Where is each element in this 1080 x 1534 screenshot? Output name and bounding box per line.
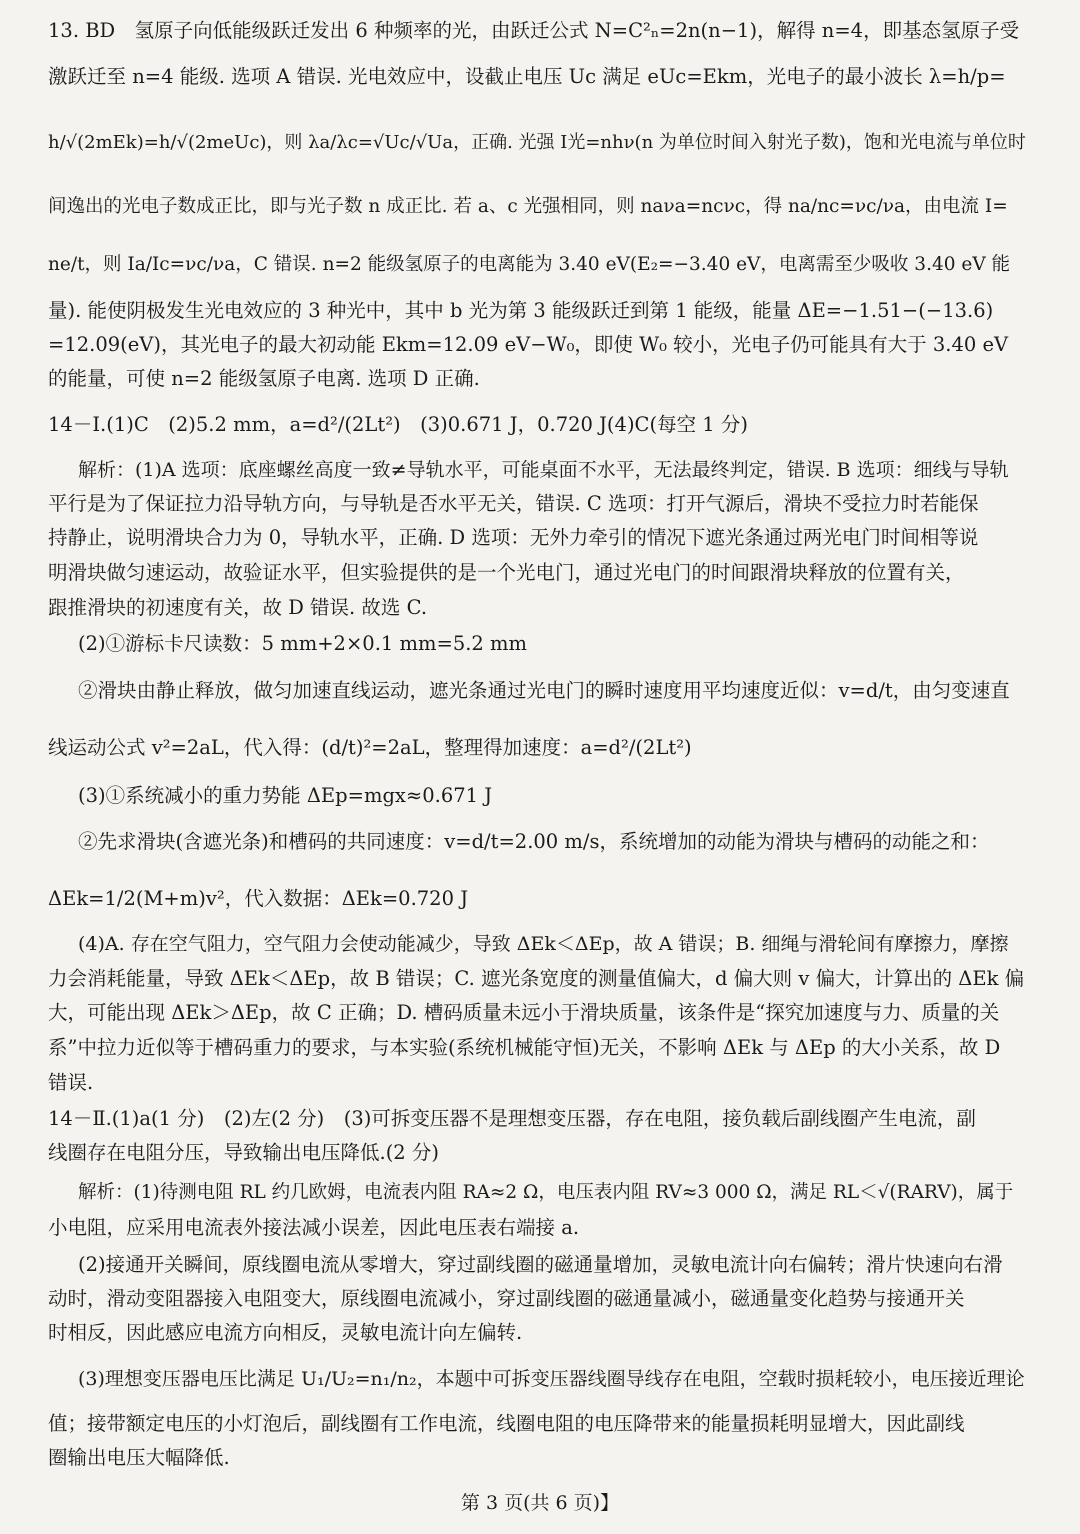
text-line: (2)接通开关瞬间，原线圈电流从零增大，穿过副线圈的磁通量增加，灵敏电流计向右偏转；滑片快速向右滑 bbox=[78, 1253, 1003, 1276]
text-line: 错误. bbox=[48, 1071, 94, 1094]
text-line: ne/t，则 Ia/Ic=νc/νa，C 错误. n=2 能级氢原子的电离能为 3.40 eV(E₂=−3.40 eV，电离需至少吸收 3.40 eV 能 bbox=[48, 254, 1011, 275]
text-line: 14－Ⅰ.(1)C (2)5.2 mm，a=d²/(2Lt²) (3)0.671 J，0.720 J(4)C(每空 1 分) bbox=[48, 413, 748, 436]
text-line: 小电阻，应采用电流表外接法减小误差，因此电压表右端接 a. bbox=[48, 1216, 580, 1239]
text-line: 动时，滑动变阻器接入电阻变大，原线圈电流减小，穿过副线圈的磁通量减小，磁通量变化趋势与接通开关 bbox=[48, 1287, 965, 1310]
text-line: (2)①游标卡尺读数：5 mm+2×0.1 mm=5.2 mm bbox=[78, 632, 528, 655]
text-line: 线圈存在电阻分压，导致输出电压降低.(2 分) bbox=[48, 1141, 440, 1164]
text-line: 解析：(1)A 选项：底座螺丝高度一致≠导轨水平，可能桌面不水平，无法最终判定，错误. B 选项：细线与导轨 bbox=[78, 459, 1009, 481]
text-line: 的能量，可使 n=2 能级氢原子电离. 选项 D 正确. bbox=[48, 367, 480, 390]
text-line: 14－Ⅱ.(1)a(1 分) (2)左(2 分) (3)可拆变压器不是理想变压器，存在电阻，接负载后副线圈产生电流，副 bbox=[48, 1107, 976, 1130]
text-line: 系”中拉力近似等于槽码重力的要求，与本实验(系统机械能守恒)无关，不影响 ΔEk 与 ΔEp 的大小关系，故 D bbox=[48, 1036, 1001, 1059]
text-line: 力会消耗能量，导致 ΔEk＜ΔEp，故 B 错误；C. 遮光条宽度的测量值偏大，d 偏大则 v 偏大，计算出的 ΔEk 偏 bbox=[48, 967, 1025, 990]
text-line: 圈输出电压大幅降低. bbox=[48, 1446, 230, 1469]
text-line: 解析：(1)待测电阻 RL 约几欧姆，电流表内阻 RA≈2 Ω，电压表内阻 RV≈3 000 Ω，满足 RL＜√(RARV)，属于 bbox=[78, 1182, 1014, 1203]
text-line: 值；接带额定电压的小灯泡后，副线圈有工作电流，线圈电阻的电压降带来的能量损耗明显增大，因此副线 bbox=[48, 1412, 965, 1435]
text-line: (3)①系统减小的重力势能 ΔEp=mgx≈0.671 J bbox=[78, 784, 493, 807]
text-line: 线运动公式 v²=2aL，代入得：(d/t)²=2aL，整理得加速度：a=d²/(2Lt²) bbox=[48, 736, 692, 759]
text-line: 明滑块做匀速运动，故验证水平，但实验提供的是一个光电门，通过光电门的时间跟滑块释放的位置有关， bbox=[48, 561, 965, 584]
page-footer: 第 3 页(共 6 页)】 bbox=[460, 1492, 620, 1514]
text-line: ②先求滑块(含遮光条)和槽码的共同速度：v=d/t=2.00 m/s，系统增加的动能为滑块与槽码的动能之和： bbox=[78, 830, 990, 853]
text-line: 激跃迁至 n=4 能级. 选项 A 错误. 光电效应中，设截止电压 Uc 满足 eUc=Ekm，光电子的最小波长 λ=h/p= bbox=[48, 65, 1006, 88]
text-line: (3)理想变压器电压比满足 U₁/U₂=n₁/n₂，本题中可拆变压器线圈导线存在电阻，空载时损耗较小，电压接近理论 bbox=[78, 1368, 1025, 1390]
text-line: 跟推滑块的初速度有关，故 D 错误. 故选 C. bbox=[48, 596, 428, 619]
text-line: 持静止，说明滑块合力为 0，导轨水平，正确. D 选项：无外力牵引的情况下遮光条通过两光电门时间相等说 bbox=[48, 526, 979, 549]
text-line: 平行是为了保证拉力沿导轨方向，与导轨是否水平无关，错误. C 选项：打开气源后，滑块不受拉力时若能保 bbox=[48, 492, 979, 515]
text-line: 量). 能使阴极发生光电效应的 3 种光中，其中 b 光为第 3 能级跃迁到第 1 能级，能量 ΔE=−1.51−(−13.6) bbox=[48, 299, 994, 322]
text-line: 间逸出的光电子数成正比，即与光子数 n 成正比. 若 a、c 光强相同，则 naνa=ncνc，得 na/nc=νc/νa，由电流 I= bbox=[48, 196, 1008, 217]
text-line: ΔEk=1/2(M+m)v²，代入数据：ΔEk=0.720 J bbox=[48, 887, 469, 910]
text-line: (4)A. 存在空气阻力，空气阻力会使动能减少，导致 ΔEk＜ΔEp，故 A 错误；B. 细绳与滑轮间有摩擦力，摩擦 bbox=[78, 933, 1009, 955]
text-line: 13. BD 氢原子向低能级跃迁发出 6 种频率的光，由跃迁公式 N=C²ₙ=2n(n−1)，解得 n=4，即基态氢原子受 bbox=[48, 19, 1020, 42]
text-line: h/√(2mEk)=h/√(2meUc)，则 λa/λc=√Uc/√Ua，正确. 光强 I光=nhν(n 为单位时间入射光子数)，饱和光电流与单位时 bbox=[48, 132, 1026, 153]
text-line: ②滑块由静止释放，做匀加速直线运动，遮光条通过光电门的瞬时速度用平均速度近似：v=d/t，由匀变速直 bbox=[78, 679, 1010, 702]
text-line: 时相反，因此感应电流方向相反，灵敏电流计向左偏转. bbox=[48, 1321, 523, 1344]
text-line: =12.09(eV)，其光电子的最大初动能 Ekm=12.09 eV−W₀，即使 W₀ 较小，光电子仍可能具有大于 3.40 eV bbox=[48, 333, 1009, 356]
text-line: 大，可能出现 ΔEk＞ΔEp，故 C 正确；D. 槽码质量未远小于滑块质量，该条件是“探究加速度与力、质量的关 bbox=[48, 1001, 1000, 1024]
